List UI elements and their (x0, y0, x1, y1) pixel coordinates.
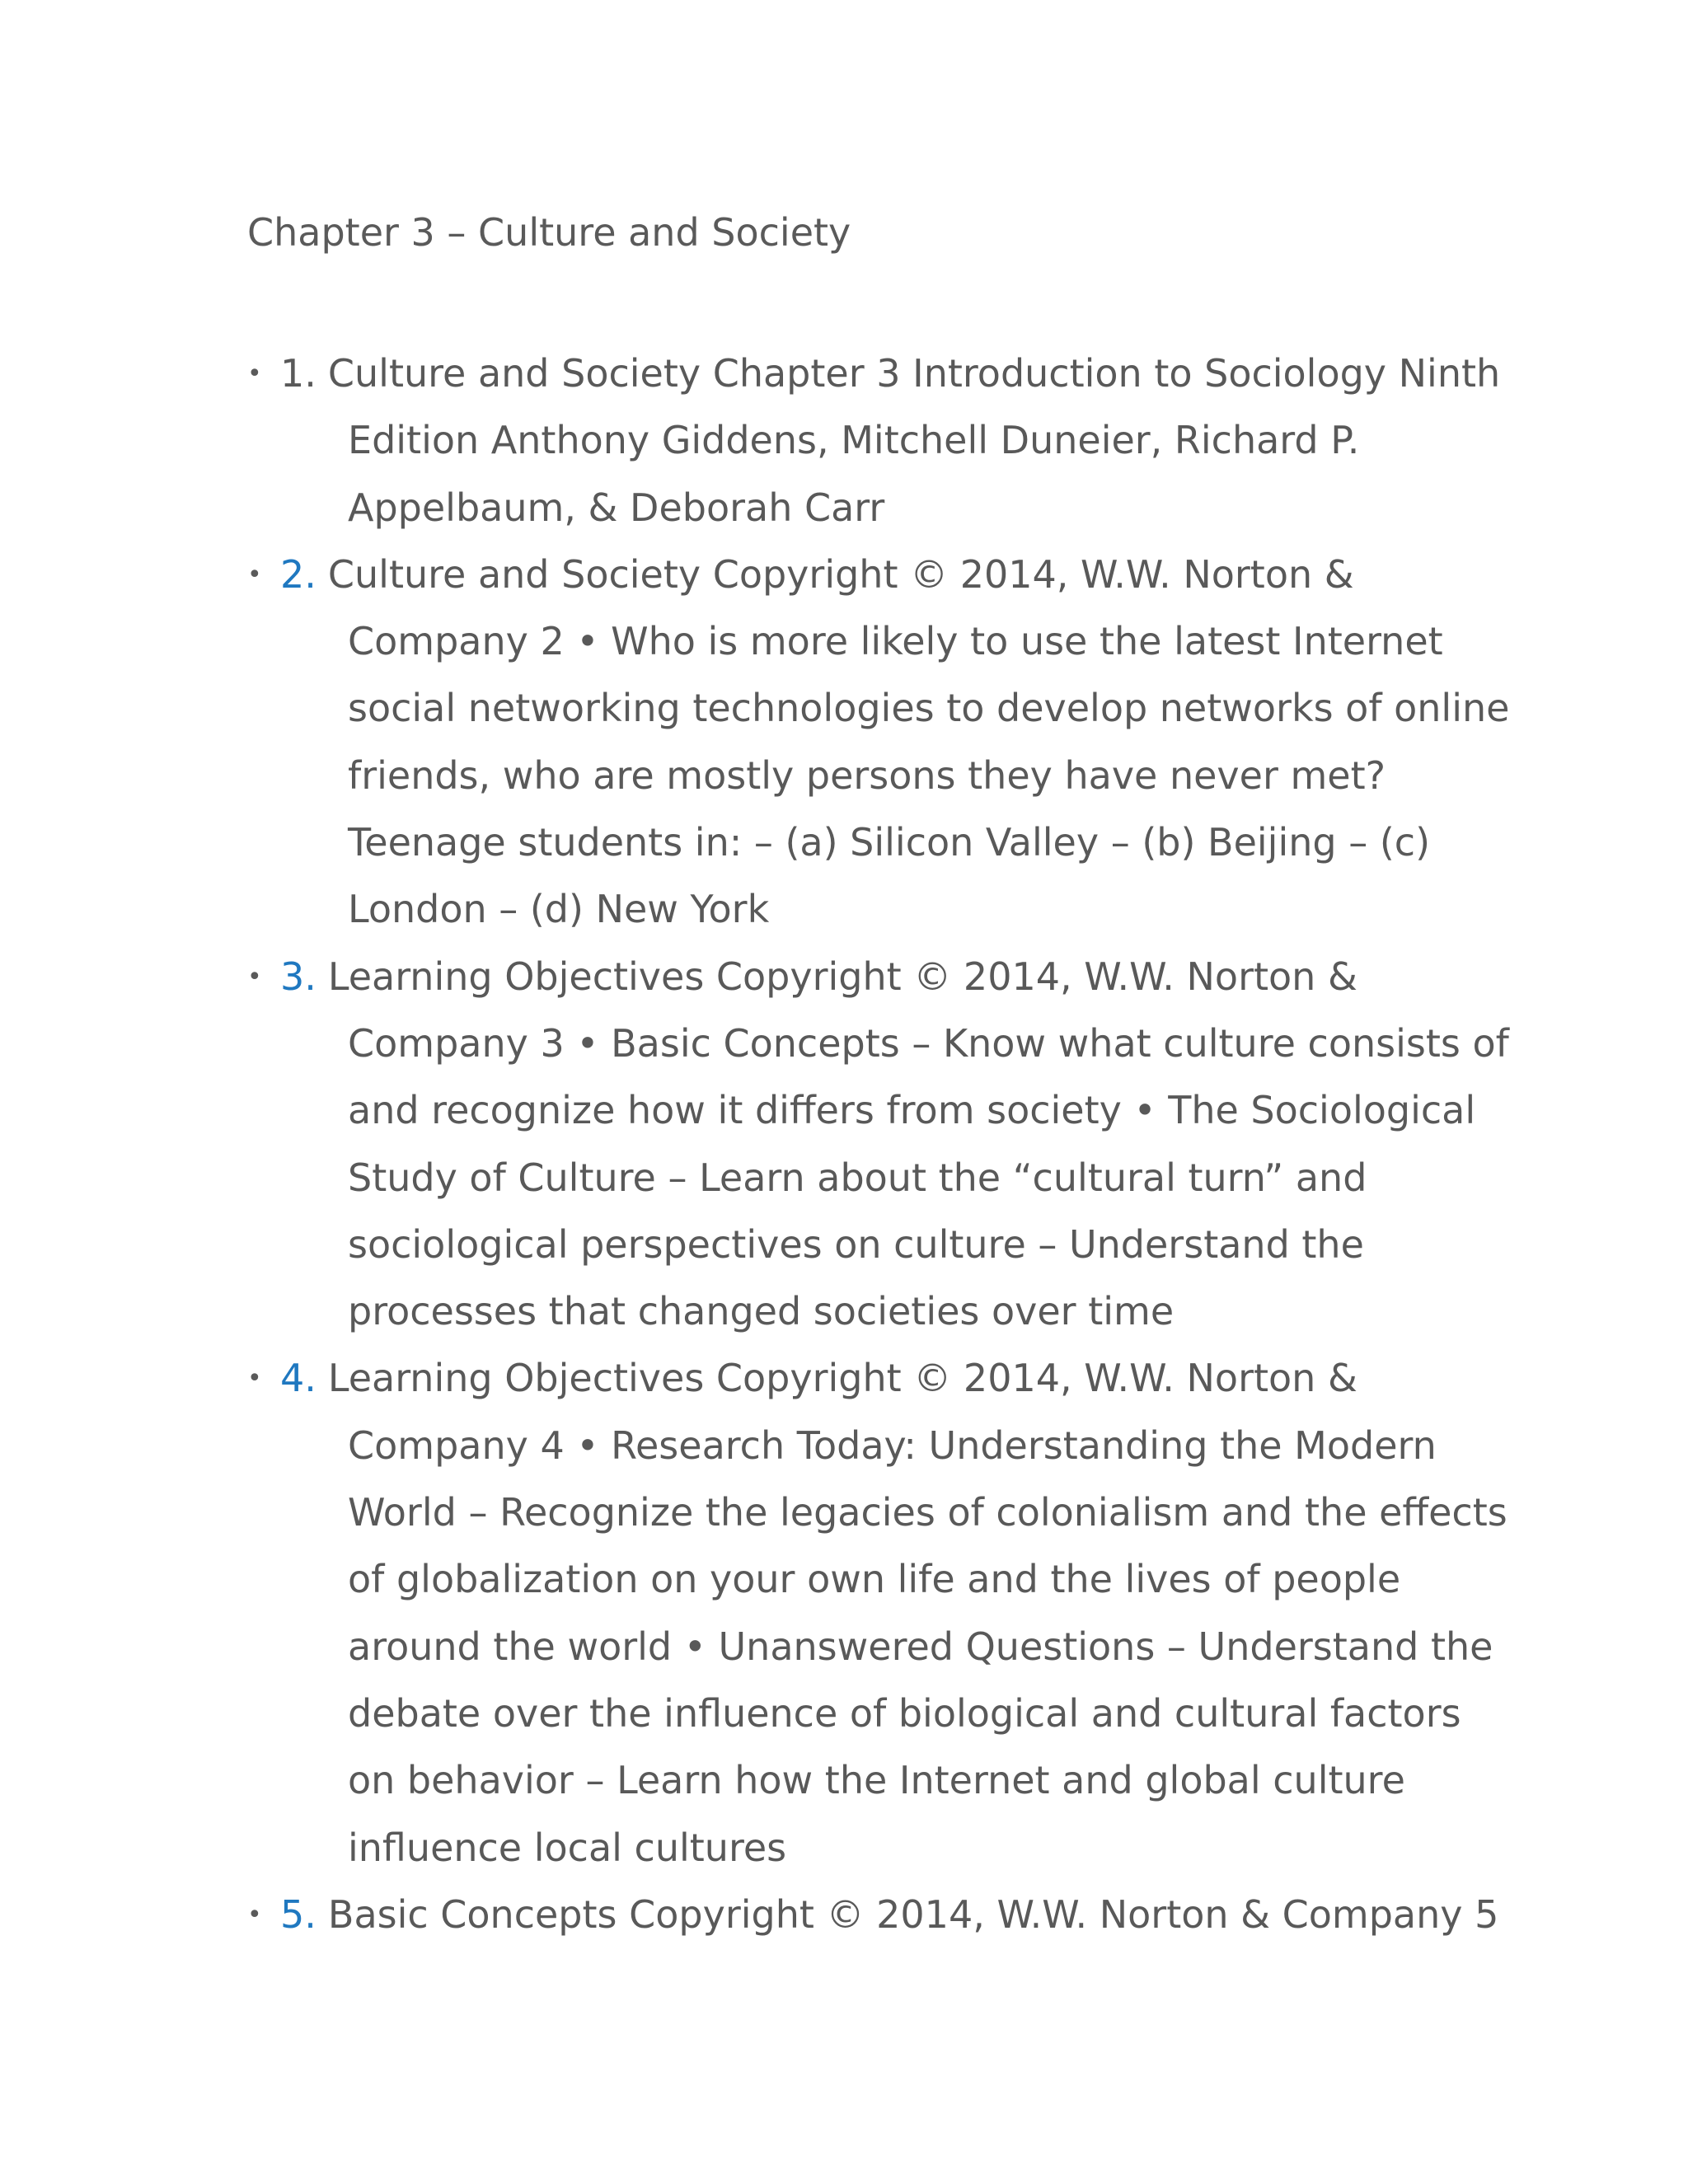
list-item (247, 1345, 1507, 1881)
bullet-icon: • (247, 359, 262, 388)
item-text-line: Culture and Society Copyright © 2014, W.W. Norton & (327, 551, 1354, 597)
slide-number-link[interactable]: 5. (280, 1891, 316, 1937)
item-first-line (280, 1345, 1451, 1412)
item-text-line: Company 4 • Research Today: Understanding the Modern (348, 1422, 1437, 1468)
item-text-line: Study of Culture – Learn about the “cultural turn” and (348, 1155, 1367, 1200)
item-text-line: Appelbaum, & Deborah Carr (348, 485, 885, 530)
item-text-line: Teenage students in: – (a) Silicon Valley – (b) Beijing – (c) (348, 820, 1431, 865)
item-first-line (280, 944, 1451, 1010)
bullet-icon: • (247, 1364, 262, 1394)
bullet-icon: • (247, 1900, 262, 1929)
list-item (247, 340, 1501, 541)
item-text-line: friends, who are mostly persons they have never met? (348, 752, 1386, 798)
item-text-line: Culture and Society Chapter 3 Introduction to Sociology Ninth (327, 351, 1501, 396)
slide-number-link[interactable]: 4. (280, 1356, 316, 1401)
slide-number-link[interactable]: 2. (280, 551, 316, 597)
item-text-line: World – Recognize the legacies of colonialism and the effects (348, 1490, 1507, 1535)
list-item (247, 944, 1509, 1346)
slide-number: 1. (280, 351, 316, 396)
item-text-line: Learning Objectives Copyright © 2014, W.W. Norton & (327, 1356, 1357, 1401)
item-text-line: London – (d) New York (348, 887, 770, 932)
item-text-line: processes that changed societies over time (348, 1289, 1175, 1334)
item-text-line: and recognize how it differs from society • The Sociological (348, 1088, 1476, 1133)
list-item (247, 1882, 1499, 1948)
item-text-line: influence local cultures (348, 1825, 787, 1870)
item-text-line: Basic Concepts Copyright © 2014, W.W. Norton & Company 5 (327, 1891, 1499, 1937)
item-first-line (280, 340, 1501, 407)
item-text-line: Learning Objectives Copyright © 2014, W.W. Norton & (327, 954, 1357, 999)
item-text-line: sociological perspectives on culture – Understand the (348, 1221, 1364, 1267)
page-title: Chapter 3 – Culture and Society (247, 210, 851, 255)
item-text-line: Company 2 • Who is more likely to use the latest Internet (348, 619, 1443, 664)
item-text-line: debate over the influence of biological and cultural factors (348, 1690, 1461, 1736)
bullet-icon: • (247, 962, 262, 991)
item-text-line: around the world • Unanswered Questions – Understand the (348, 1624, 1493, 1669)
item-text-line: Company 3 • Basic Concepts – Know what culture consists of (348, 1020, 1509, 1066)
bullet-icon: • (247, 560, 262, 589)
item-first-line (280, 1882, 1499, 1948)
item-first-line (280, 541, 1451, 608)
slide-number-link[interactable]: 3. (280, 954, 316, 999)
list-item (247, 541, 1510, 944)
item-text-line: Edition Anthony Giddens, Mitchell Duneier, Richard P. (348, 418, 1360, 463)
item-text-line: social networking technologies to develop networks of online (348, 686, 1510, 731)
item-text-line: on behavior – Learn how the Internet and global culture (348, 1758, 1405, 1803)
slide-list (247, 340, 1510, 1948)
item-text-line: of globalization on your own life and the lives of people (348, 1557, 1401, 1602)
